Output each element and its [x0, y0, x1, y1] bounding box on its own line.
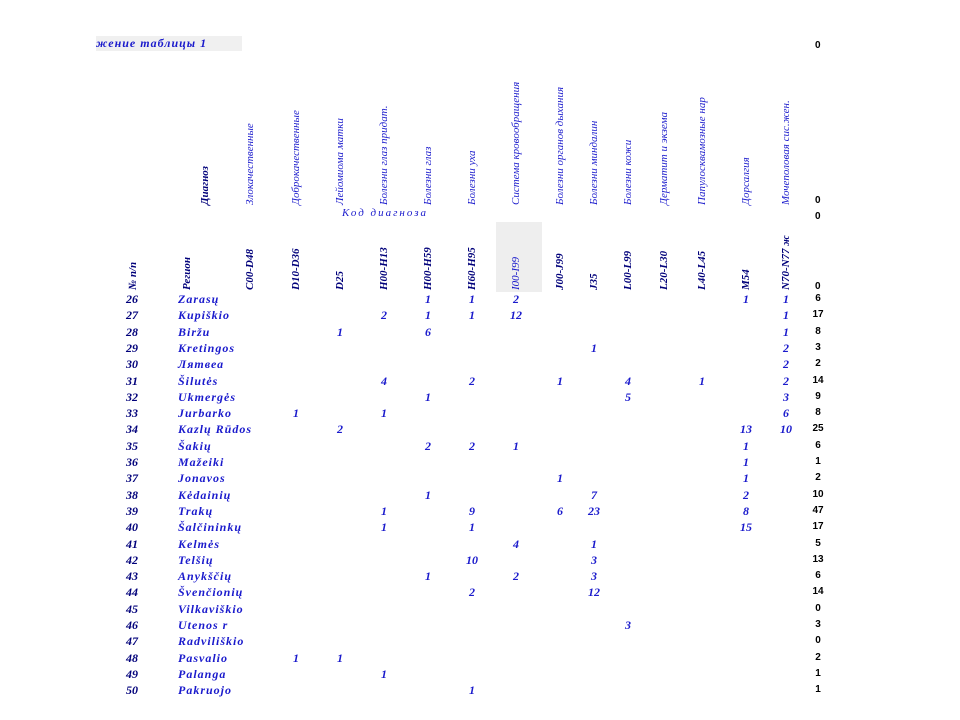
- column-code-header: L20-L30: [658, 250, 670, 290]
- value-cell: 12: [510, 308, 522, 323]
- region-name: Jurbarko: [178, 406, 233, 421]
- column-name-header: Болезни миндалин: [588, 120, 600, 205]
- table-row: [0, 666, 960, 682]
- value-cell: 2: [783, 373, 789, 388]
- table-row: [0, 650, 960, 666]
- table-row: [0, 568, 960, 584]
- value-cell: 1: [783, 308, 789, 323]
- region-name: Kelmės: [178, 536, 220, 551]
- column-code-header: L40-L45: [696, 250, 708, 290]
- region-name: Kretingos: [178, 340, 236, 355]
- row-total: 25: [812, 423, 824, 435]
- value-cell: 1: [425, 308, 431, 323]
- column-name-header: Лейомиома матки: [334, 118, 346, 205]
- value-cell: 1: [469, 308, 475, 323]
- value-cell: 1: [425, 389, 431, 404]
- column-code-header: C00-D48: [244, 249, 256, 290]
- region-name: Šakių: [178, 438, 212, 453]
- row-total: 5: [815, 537, 821, 549]
- column-name-header: Болезни глаз: [422, 146, 434, 205]
- column-code-header: D25: [334, 271, 346, 290]
- region-name: Kupiškio: [178, 308, 231, 323]
- row-number: 31: [126, 373, 138, 388]
- region-name: Anykščių: [178, 569, 233, 584]
- table-row: [0, 633, 960, 649]
- column-name-header: Мочеполовая сис.жен.: [780, 100, 792, 205]
- value-cell: 1: [381, 520, 387, 535]
- row-number: 48: [126, 650, 138, 665]
- value-cell: 1: [783, 292, 789, 306]
- row-total: 8: [815, 407, 821, 419]
- row-number: 28: [126, 324, 138, 339]
- value-cell: 9: [469, 503, 475, 518]
- table-row: [0, 454, 960, 470]
- table-row: [0, 307, 960, 323]
- region-name: Utenos r: [178, 618, 229, 632]
- value-cell: 1: [425, 569, 431, 584]
- row-total: 6: [815, 293, 821, 304]
- region-name: Šilutės: [178, 373, 219, 388]
- row-total: 1: [815, 684, 821, 696]
- table-row: [0, 340, 960, 356]
- value-cell: 1: [337, 650, 343, 665]
- region-name: Лятвеа: [178, 357, 225, 372]
- table-row: [0, 291, 960, 307]
- row-total: 0: [815, 602, 821, 614]
- row-total: 1: [815, 667, 821, 679]
- table-row: [0, 552, 960, 568]
- value-cell: 2: [743, 487, 749, 502]
- value-cell: 1: [743, 471, 749, 486]
- column-name-header: Болезни уха: [466, 150, 478, 205]
- table-row: [0, 421, 960, 437]
- row-number: 37: [126, 471, 138, 486]
- row-total: 14: [812, 374, 824, 386]
- column-code-header: H60-H95: [466, 247, 478, 290]
- row-total: 9: [815, 390, 821, 402]
- table-row: [0, 324, 960, 340]
- row-number: 49: [126, 666, 138, 681]
- column-name-header: Дорсалгия: [740, 157, 752, 205]
- row-total: 3: [815, 341, 821, 353]
- row-total: 13: [812, 553, 824, 565]
- row-number: 46: [126, 618, 138, 632]
- value-cell: 2: [783, 340, 789, 355]
- nn-label: № п/п: [127, 261, 139, 290]
- value-cell: 15: [740, 520, 752, 535]
- value-cell: 3: [783, 389, 789, 404]
- value-cell: 2: [513, 292, 519, 306]
- value-cell: 2: [513, 569, 519, 584]
- value-cell: 4: [513, 536, 519, 551]
- value-cell: 1: [425, 292, 431, 306]
- value-cell: 8: [743, 503, 749, 518]
- row-number: 36: [126, 455, 138, 469]
- column-code-header: J35: [588, 273, 600, 290]
- row-total: 8: [815, 325, 821, 337]
- region-name: Biržu: [178, 324, 211, 339]
- row-number: 34: [126, 422, 138, 437]
- row-number: 38: [126, 487, 138, 502]
- column-code-header: H00-H59: [422, 247, 434, 290]
- value-cell: 1: [513, 438, 519, 453]
- row-number: 32: [126, 389, 138, 404]
- value-cell: 7: [591, 487, 597, 502]
- column-name-header: Система кровообращения: [510, 81, 522, 205]
- row-total: 1: [815, 456, 821, 467]
- region-name: Švenčionių: [178, 585, 244, 600]
- table-row: [0, 584, 960, 600]
- table-row: [0, 601, 960, 617]
- value-cell: 1: [591, 340, 597, 355]
- value-cell: 1: [469, 683, 475, 698]
- value-cell: 1: [699, 373, 705, 388]
- row-total: 2: [815, 651, 821, 663]
- zero-marker: 0: [815, 40, 821, 51]
- region-name: Kėdainių: [178, 487, 232, 502]
- zero-marker: 0: [815, 195, 821, 206]
- table-row: [0, 617, 960, 633]
- region-name: Zarasų: [178, 292, 220, 306]
- column-code-header: I00-I99: [510, 257, 522, 290]
- region-name: Kazlų Rūdos: [178, 422, 253, 437]
- value-cell: 1: [293, 406, 299, 421]
- table-row: [0, 682, 960, 698]
- value-cell: 13: [740, 422, 752, 437]
- region-name: Mažeiki: [178, 455, 225, 469]
- column-name-header: Папулосквамозные нар: [696, 97, 708, 205]
- value-cell: 6: [425, 324, 431, 339]
- column-name-header: Злокачественные: [244, 123, 256, 205]
- table-row: [0, 405, 960, 421]
- column-code-header: J00-J99: [554, 253, 566, 290]
- column-code-header: N70-N77 ж: [780, 235, 792, 290]
- row-total: 10: [812, 488, 824, 500]
- column-code-header: L00-L99: [622, 250, 634, 290]
- region-name: Vilkaviškio: [178, 601, 244, 616]
- table-row: [0, 536, 960, 552]
- row-total: 6: [815, 570, 821, 582]
- value-cell: 2: [469, 373, 475, 388]
- region-name: Jonavos: [178, 471, 226, 486]
- value-cell: 23: [588, 503, 600, 518]
- value-cell: 2: [469, 438, 475, 453]
- row-number: 29: [126, 340, 138, 355]
- table-row: [0, 356, 960, 372]
- zero-marker: 0: [815, 211, 821, 222]
- row-number: 26: [126, 292, 138, 306]
- value-cell: 2: [337, 422, 343, 437]
- table-row: [0, 503, 960, 519]
- value-cell: 1: [337, 324, 343, 339]
- region-name: Šalčininkų: [178, 520, 243, 535]
- column-name-header: Болезни органов дыхания: [554, 86, 566, 205]
- value-cell: 3: [591, 552, 597, 567]
- row-total: 6: [815, 439, 821, 451]
- table-row: [0, 487, 960, 503]
- value-cell: 4: [625, 373, 631, 388]
- value-cell: 2: [381, 308, 387, 323]
- value-cell: 2: [783, 357, 789, 372]
- region-name: Trakų: [178, 503, 214, 518]
- value-cell: 12: [588, 585, 600, 600]
- region-name: Palanga: [178, 666, 227, 681]
- diagnosis-label: Диагноз: [199, 166, 211, 205]
- row-number: 40: [126, 520, 138, 535]
- table-row: [0, 373, 960, 389]
- table-row: [0, 438, 960, 454]
- row-total: 17: [812, 309, 824, 321]
- region-name: Pakruojo: [178, 683, 233, 698]
- value-cell: 1: [591, 536, 597, 551]
- table-row: [0, 470, 960, 486]
- row-number: 44: [126, 585, 138, 600]
- row-total: 0: [815, 635, 821, 647]
- column-name-header: Дерматит и экзема: [658, 111, 670, 205]
- row-number: 41: [126, 536, 138, 551]
- row-total: 14: [812, 586, 824, 598]
- value-cell: 1: [293, 650, 299, 665]
- column-code-header: D10-D36: [290, 248, 302, 290]
- column-name-header: Доброкачественные: [290, 110, 302, 205]
- value-cell: 3: [625, 618, 631, 632]
- value-cell: 10: [466, 552, 478, 567]
- column-code-header: M54: [740, 269, 752, 290]
- value-cell: 1: [381, 666, 387, 681]
- row-number: 47: [126, 634, 138, 649]
- region-name: Pasvalio: [178, 650, 228, 665]
- table-row: [0, 389, 960, 405]
- value-cell: 1: [469, 520, 475, 535]
- value-cell: 5: [625, 389, 631, 404]
- value-cell: 1: [381, 503, 387, 518]
- value-cell: 1: [743, 455, 749, 469]
- table-title: жение таблицы 1: [96, 36, 242, 51]
- row-number: 45: [126, 601, 138, 616]
- row-number: 39: [126, 503, 138, 518]
- value-cell: 3: [591, 569, 597, 584]
- column-name-header: Болезни глаз придат.: [378, 105, 390, 205]
- zero-marker: 0: [815, 281, 821, 292]
- row-number: 50: [126, 683, 138, 698]
- value-cell: 1: [381, 406, 387, 421]
- value-cell: 10: [780, 422, 792, 437]
- value-cell: 1: [557, 471, 563, 486]
- value-cell: 6: [557, 503, 563, 518]
- value-cell: 1: [783, 324, 789, 339]
- column-code-header: H00-H13: [378, 247, 390, 290]
- column-name-header: Болезни кожи: [622, 139, 634, 205]
- value-cell: 6: [783, 406, 789, 421]
- value-cell: 1: [557, 373, 563, 388]
- row-number: 30: [126, 357, 138, 372]
- value-cell: 4: [381, 373, 387, 388]
- value-cell: 1: [425, 487, 431, 502]
- row-number: 42: [126, 552, 138, 567]
- region-name: Radviliškio: [178, 634, 245, 649]
- row-number: 35: [126, 438, 138, 453]
- row-total: 2: [815, 472, 821, 484]
- value-cell: 1: [743, 292, 749, 306]
- region-name: Telšių: [178, 552, 214, 567]
- value-cell: 2: [425, 438, 431, 453]
- region-name: Ukmergės: [178, 389, 236, 404]
- table-row: [0, 519, 960, 535]
- row-total: 3: [815, 619, 821, 630]
- row-total: 17: [812, 521, 824, 533]
- value-cell: 1: [743, 438, 749, 453]
- region-label: Регион: [181, 257, 193, 290]
- value-cell: 1: [469, 292, 475, 306]
- row-total: 47: [812, 504, 824, 516]
- row-number: 33: [126, 406, 138, 421]
- value-cell: 2: [469, 585, 475, 600]
- code-header: Код диагноза: [342, 207, 429, 219]
- row-number: 43: [126, 569, 138, 584]
- row-number: 27: [126, 308, 138, 323]
- row-total: 2: [815, 358, 821, 370]
